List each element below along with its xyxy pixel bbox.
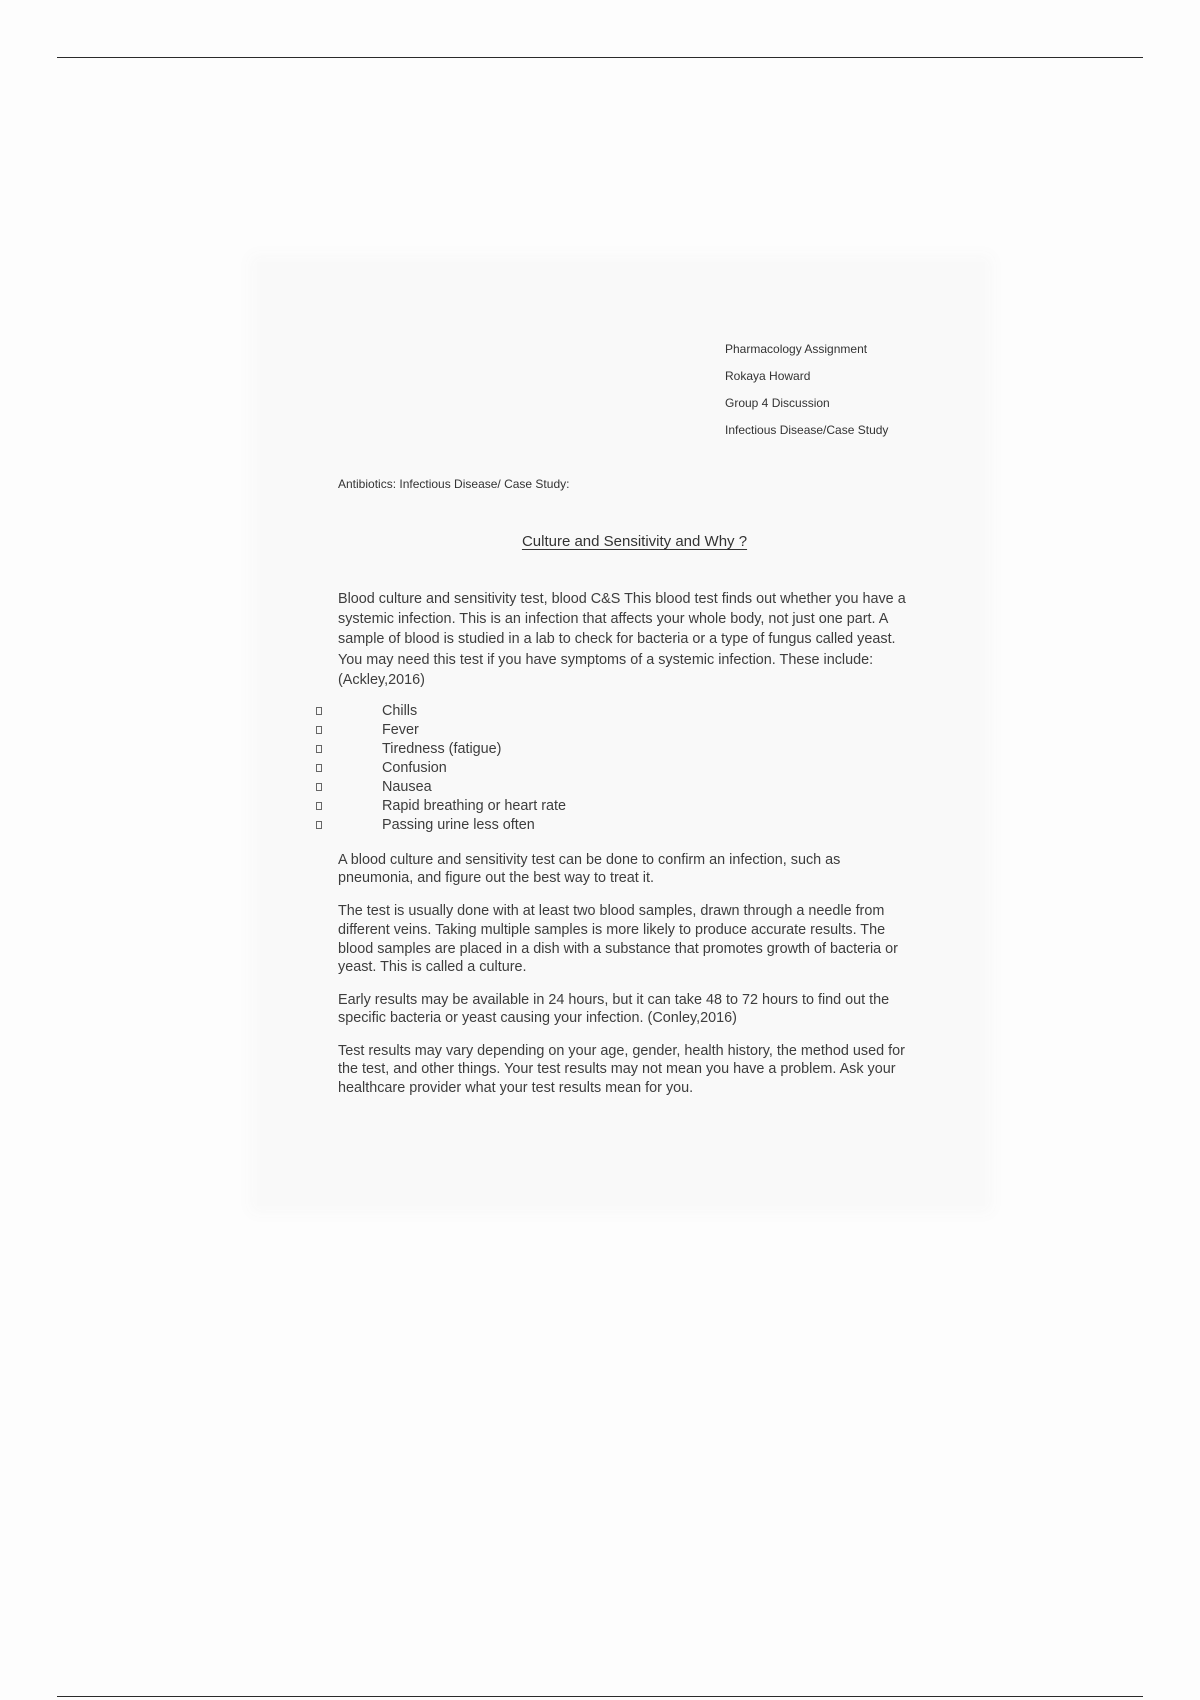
bottom-rule bbox=[57, 1696, 1143, 1697]
top-rule bbox=[57, 57, 1143, 58]
header-group: Group 4 Discussion bbox=[725, 396, 830, 410]
symptom-label: Chills bbox=[382, 703, 418, 719]
bullet-icon bbox=[316, 783, 322, 791]
bullet-icon bbox=[316, 821, 322, 829]
results-timing-paragraph: Early results may be available in 24 hours, but it can take 48 to 72 hours to find out the specific bacteria or yeast causing your infection. (Conley,2016) bbox=[338, 992, 890, 1027]
confirm-paragraph: A blood culture and sensitivity test can be done to confirm an infection, such as pneumonia, and figure out the best way to treat it. bbox=[338, 852, 841, 887]
symptom-label: Fever bbox=[382, 722, 419, 738]
header-course: Pharmacology Assignment bbox=[725, 342, 868, 356]
bullet-icon bbox=[316, 726, 322, 734]
subject-line: Antibiotics: Infectious Disease/ Case Study: bbox=[338, 477, 570, 491]
symptom-label: Nausea bbox=[382, 779, 432, 795]
symptom-label: Rapid breathing or heart rate bbox=[382, 798, 566, 814]
results-vary-paragraph: Test results may vary depending on your age, gender, health history, the method used for the test, and other things. Your test results may not mean you have a problem. Ask your healthcare provider what your test results mean for you. bbox=[338, 1043, 905, 1096]
samples-paragraph: The test is usually done with at least two blood samples, drawn through a needle from different veins. Taking multiple samples is more likely to produce accurate results. The blood samples are placed in a dish with a substance that promotes growth of bacteria or yeast. This is called a culture. bbox=[338, 903, 898, 976]
symptom-label: Confusion bbox=[382, 760, 447, 776]
symptom-label: Passing urine less often bbox=[382, 817, 535, 833]
symptom-label: Tiredness (fatigue) bbox=[382, 741, 502, 757]
header-author: Rokaya Howard bbox=[725, 369, 811, 383]
document-title bbox=[338, 533, 931, 550]
bullet-icon bbox=[316, 707, 322, 715]
bullet-icon bbox=[316, 802, 322, 810]
document-title-text: Culture and Sensitivity and Why ? bbox=[521, 533, 748, 550]
bullet-icon bbox=[316, 745, 322, 753]
bullet-icon bbox=[316, 764, 322, 772]
intro-paragraph: Blood culture and sensitivity test, blood C&S This blood test finds out whether you have a systemic infection. This is an infection that affects your whole body, not just one part. A sample of blood is studied in a lab to check for bacteria or a type of fungus called yeast. You may need this test if you have symptoms of a systemic infection. These include: (Ackley,2016) bbox=[338, 591, 906, 688]
assignment-header bbox=[725, 342, 965, 450]
header-topic: Infectious Disease/Case Study bbox=[725, 423, 889, 437]
